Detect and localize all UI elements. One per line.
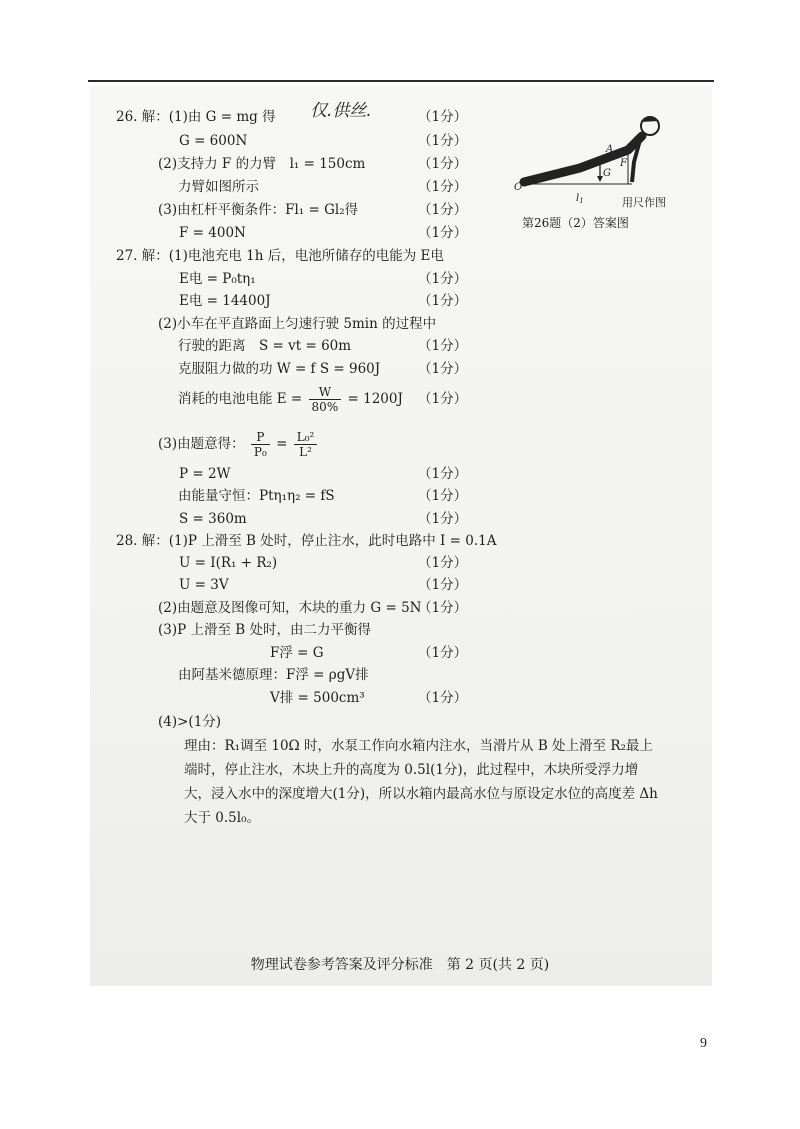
q26-line-3: (2)支持力 F 的力臂 l₁ = 150cm （1分）	[158, 156, 468, 172]
q26-line-2: G = 600N （1分）	[179, 133, 468, 149]
q26-line-1: 26. 解：(1)由 G = mg 得 （1分）	[116, 109, 468, 125]
q26-line-4: 力臂如图所示 （1分）	[178, 179, 468, 195]
q28-line-1: 28. 解：(1)P 上滑至 B 处时，停止注水，此时电路中 I = 0.1A	[116, 533, 497, 549]
q27-line-1: 27. 解：(1)电池充电 1h 后，电池所储存的电能为 E电	[116, 248, 444, 264]
q28-line-7: 由阿基米德原理：F浮 = ρgV排	[178, 667, 369, 683]
q28-line-8: V排 = 500cm³ （1分）	[270, 690, 468, 706]
q26-line-6: F = 400N （1分）	[179, 225, 468, 241]
q27-line-11: S = 360m （1分）	[179, 511, 468, 527]
q27-line-8: (3)由题意得： $\frac{P}{\text{P₀}}$ = $\frac{\text{L₀²}}{\text{L²}}$	[0, 426, 800, 462]
q28-line-4: (2)由题意及图像可知，木块的重力 G = 5N （1分）	[158, 600, 468, 616]
figure-caption: 第26题（2）答案图	[522, 216, 629, 230]
pushup-lever-figure	[510, 106, 680, 210]
q27-line-6: 克服阻力做的功 W = f S = 960J （1分）	[178, 361, 468, 377]
q27-line-10: 由能量守恒：Ptη₁η₂ = fS （1分）	[178, 488, 468, 504]
label-l1: $l_1$	[576, 193, 584, 205]
handwritten-caption: 用尺作图	[622, 196, 666, 209]
q28-line-5: (3)P 上滑至 B 处时，由二力平衡得	[158, 622, 372, 638]
top-rule	[88, 80, 714, 82]
fraction-p-ratio: $\frac{P}{\text{P₀}}$	[251, 430, 270, 459]
q27-line-7: 消耗的电池电能 E = $\frac{W}{80\%}$ = 1200J （1分）	[178, 385, 468, 414]
q28-reason: 理由：R₁调至 10Ω 时，水泵工作向水箱内注水，当滑片从 B 处上滑至 R₂最上端时，停止注水，木块上升的高度为 0.5l(1分)，此过程中，木块所受浮力增大，浸入水中的深度增大(1分)，所以水箱内最高水位与原设定水位的高度差 Δh 大于 0.5l₀。	[184, 738, 658, 826]
page-number: 9	[700, 1036, 707, 1051]
page-footer: 物理试卷参考答案及评分标准 第 2 页(共 2 页)	[250, 957, 550, 973]
label-A: A	[606, 144, 614, 155]
q28-line-3: U = 3V （1分）	[179, 577, 468, 593]
q28-line-2: U = I(R₁ + R₂) （1分）	[179, 555, 468, 571]
q27-line-4: (2)小车在平直路面上匀速行驶 5min 的过程中	[158, 316, 437, 332]
q26-line-5: (3)由杠杆平衡条件：Fl₁ = Gl₂得 （1分）	[158, 202, 468, 218]
fraction-w-over-eff: $\frac{W}{80\%}$	[309, 385, 342, 414]
label-G: G	[603, 168, 611, 179]
q28-line-9: (4)>(1分)	[158, 714, 222, 730]
q27-line-3: E电 = 14400J （1分）	[179, 293, 468, 309]
label-O: O	[514, 182, 523, 193]
q28-line-6: F浮 = G （1分）	[270, 645, 468, 661]
label-F: F	[620, 158, 627, 169]
fraction-l-ratio: $\frac{\text{L₀²}}{\text{L²}}$	[294, 430, 318, 459]
q27-line-5: 行驶的距离 S = vt = 60m （1分）	[178, 338, 468, 354]
q27-line-9: P = 2W （1分）	[179, 466, 468, 482]
handwritten-note: 仅.供丝.	[310, 101, 372, 121]
q27-line-2: E电 = P₀tη₁ （1分）	[179, 271, 468, 287]
